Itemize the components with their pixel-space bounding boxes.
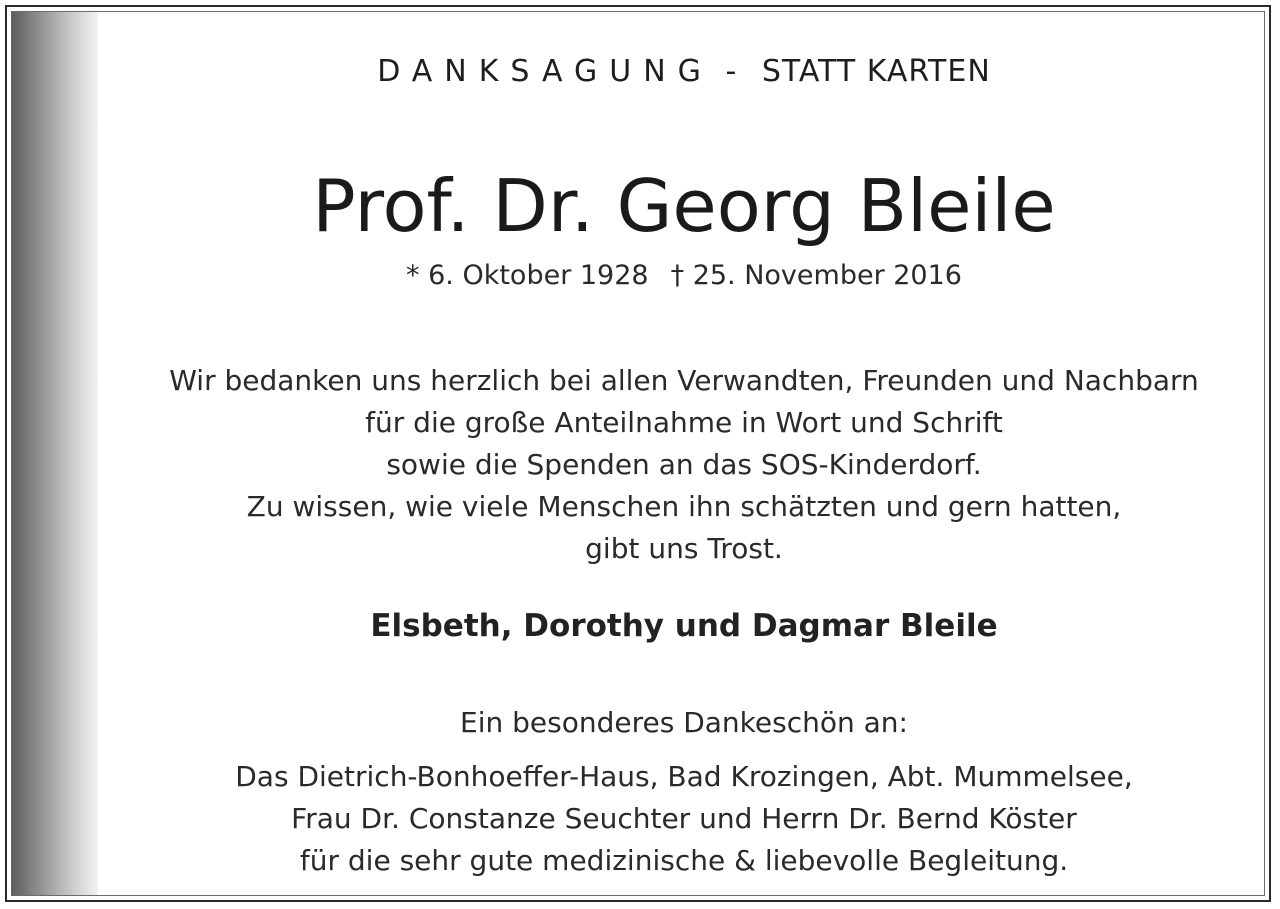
header-statt-karten: STATT KARTEN: [761, 54, 991, 89]
message-line: für die große Anteilnahme in Wort und Schrift: [365, 406, 1003, 439]
notice-inner-border: [11, 11, 1265, 896]
message-line: Wir bedanken uns herzlich bei allen Verwandten, Freunden und Nachbarn: [169, 364, 1199, 397]
death-date: † 25. November 2016: [670, 260, 962, 291]
message-line: Zu wissen, wie viele Menschen ihn schätzten und gern hatten,: [246, 490, 1122, 523]
notice-frame: [5, 5, 1271, 902]
message-line: sowie die Spenden an das SOS-Kinderdorf.: [386, 448, 982, 481]
header-separator: -: [725, 54, 738, 89]
header-danksagung: DANKSAGUNG: [377, 54, 713, 89]
signers: Elsbeth, Dorothy und Dagmar Bleile: [370, 608, 998, 644]
special-thanks-line: Frau Dr. Constanze Seuchter und Herrn Dr. Bernd Köster: [291, 802, 1077, 835]
notice-header: [104, 54, 1264, 89]
deceased-name: Prof. Dr. Georg Bleile: [312, 164, 1056, 248]
thanks-message: [104, 360, 1264, 570]
special-thanks-intro: Ein besonderes Dankeschön an:: [460, 706, 908, 739]
special-thanks-line: Das Dietrich-Bonhoeffer-Haus, Bad Krozingen, Abt. Mummelsee,: [235, 760, 1133, 793]
shaded-side-bar: [12, 12, 98, 895]
birth-date: * 6. Oktober 1928: [406, 260, 649, 291]
notice-content: [104, 12, 1264, 895]
special-thanks: [104, 756, 1264, 882]
life-dates: [104, 260, 1264, 291]
special-thanks-line: für die sehr gute medizinische & liebevolle Begleitung.: [299, 844, 1069, 877]
message-line: gibt uns Trost.: [585, 532, 783, 565]
